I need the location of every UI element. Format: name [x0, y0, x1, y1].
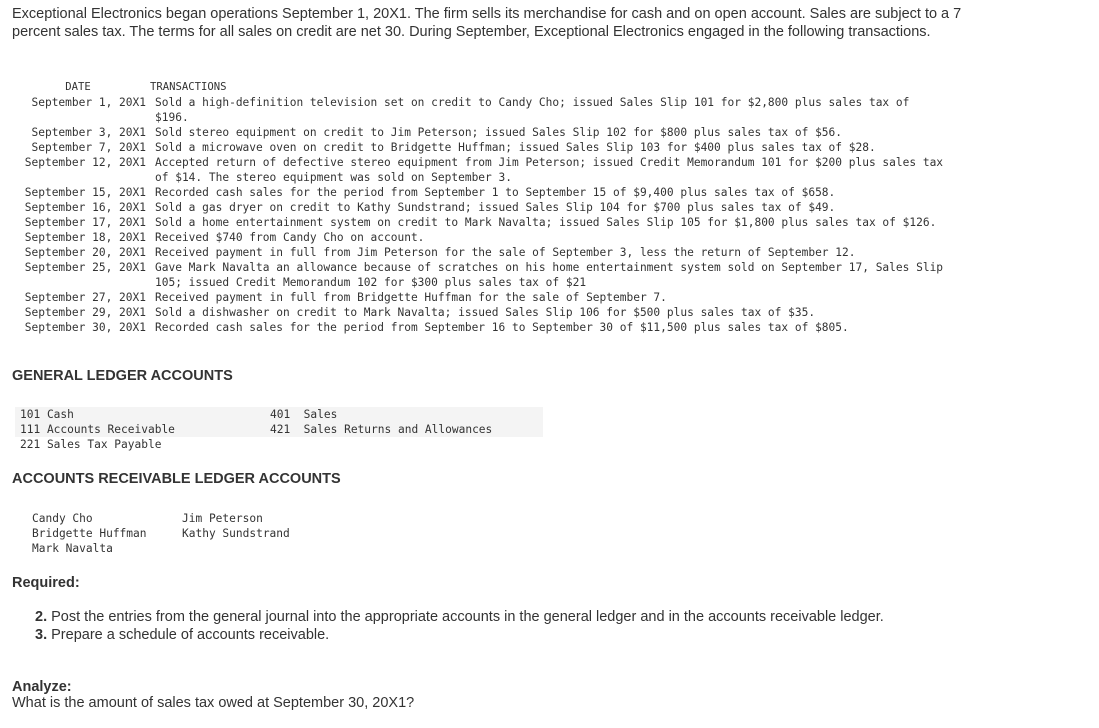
table-row: [10, 125, 945, 140]
table-row: [10, 245, 945, 260]
table-row: [10, 215, 945, 230]
item-text: Prepare a schedule of accounts receivable.: [51, 627, 330, 643]
ar-account-kathy-sundstrand: Kathy Sundstrand: [182, 527, 290, 540]
item-number: 3.: [35, 627, 48, 643]
transaction-date: September 1, 20X1: [31, 96, 146, 109]
transaction-description: Recorded cash sales for the period from September 1 to September 15 of $9,400 plus sales tax of $658.: [155, 186, 836, 199]
required-heading: Required:: [12, 575, 80, 591]
general-ledger-heading: GENERAL LEDGER ACCOUNTS: [12, 368, 233, 384]
account-sales: 401 Sales: [270, 408, 338, 421]
account-sales-tax-payable: 221 Sales Tax Payable: [20, 438, 162, 451]
account-sales-returns: 421 Sales Returns and Allowances: [270, 423, 493, 436]
general-ledger-accounts: [15, 407, 543, 453]
account-cash: 101 Cash: [20, 408, 74, 421]
analyze-question: What is the amount of sales tax owed at September 30, 20X1?: [12, 695, 415, 711]
transaction-date: September 16, 20X1: [24, 201, 146, 214]
transaction-description: Gave Mark Navalta an allowance because of scratches on his home entertainment system sold on September 17, Sales Slip 105; issued Credit Memorandum 102 for $300 plus sales tax of $21: [155, 261, 944, 289]
table-row: [10, 320, 945, 335]
table-row: [10, 200, 945, 215]
transaction-date: September 17, 20X1: [24, 216, 146, 229]
table-row: [10, 140, 945, 155]
transaction-date: September 29, 20X1: [24, 306, 146, 319]
date-column-header: DATE: [65, 81, 91, 93]
transaction-date: September 12, 20X1: [24, 156, 146, 169]
table-row: [10, 155, 945, 185]
transaction-description: Recorded cash sales for the period from September 16 to September 30 of $11,500 plus sales tax of $805.: [155, 321, 849, 334]
transaction-description: Received payment in full from Jim Peterson for the sale of September 3, less the return of September 12.: [155, 246, 856, 259]
ar-ledger-accounts: [32, 511, 332, 557]
transaction-description: Sold a microwave oven on credit to Bridgette Huffman; issued Sales Slip 103 for $400 plus sales tax of $28.: [155, 141, 876, 154]
transaction-description: Sold a gas dryer on credit to Kathy Sundstrand; issued Sales Slip 104 for $700 plus sales tax of $49.: [155, 201, 836, 214]
transaction-date: September 30, 20X1: [24, 321, 146, 334]
ar-account-jim-peterson: Jim Peterson: [182, 512, 263, 525]
transaction-description: Received $740 from Candy Cho on account.: [155, 231, 425, 244]
table-row: [10, 230, 945, 245]
transaction-date: September 18, 20X1: [24, 231, 146, 244]
table-row: [10, 290, 945, 305]
list-item: [35, 608, 915, 626]
table-row: [10, 260, 945, 290]
transaction-date: September 7, 20X1: [31, 141, 146, 154]
transaction-date: September 27, 20X1: [24, 291, 146, 304]
transaction-date: September 3, 20X1: [31, 126, 146, 139]
transaction-description: Received payment in full from Bridgette Huffman for the sale of September 7.: [155, 291, 667, 304]
ar-account-candy-cho: Candy Cho: [32, 512, 93, 525]
transactions-column-header: TRANSACTIONS: [150, 81, 227, 93]
transaction-description: Sold a home entertainment system on credit to Mark Navalta; issued Sales Slip 105 for $1,800 plus sales tax of $126.: [155, 216, 937, 229]
list-item: [35, 626, 915, 644]
transaction-date: September 15, 20X1: [24, 186, 146, 199]
account-accounts-receivable: 111 Accounts Receivable: [20, 423, 175, 436]
transaction-description: Sold stereo equipment on credit to Jim Peterson; issued Sales Slip 102 for $800 plus sales tax of $56.: [155, 126, 843, 139]
item-number: 2.: [35, 609, 48, 625]
analyze-heading: Analyze:: [12, 679, 72, 695]
ar-account-mark-navalta: Mark Navalta: [32, 542, 113, 555]
table-row: [10, 95, 945, 125]
transaction-date: September 25, 20X1: [24, 261, 146, 274]
transactions-table: [10, 80, 945, 335]
transaction-date: September 20, 20X1: [24, 246, 146, 259]
item-text: Post the entries from the general journal into the appropriate accounts in the general ledger and in the accounts receivable ledger.: [51, 609, 884, 625]
table-row: [10, 185, 945, 200]
intro-paragraph: Exceptional Electronics began operations September 1, 20X1. The firm sells its merchandise for cash and on open account. Sales are subject to a 7 percent sales tax. The terms for all sales on credit are net 30. During September, Exceptional Electronics engaged in the following transactions.: [12, 6, 962, 40]
table-row: [10, 305, 945, 320]
transaction-description: Sold a high-definition television set on credit to Candy Cho; issued Sales Slip 101 for $2,800 plus sales tax of $196.: [155, 96, 910, 124]
transaction-description: Sold a dishwasher on credit to Mark Navalta; issued Sales Slip 106 for $500 plus sales tax of $35.: [155, 306, 816, 319]
required-list: [35, 608, 915, 644]
ar-account-bridgette-huffman: Bridgette Huffman: [32, 527, 147, 540]
transaction-description: Accepted return of defective stereo equipment from Jim Peterson; issued Credit Memorandum 101 for $200 plus sales tax of $14. The stereo equipment was sold on September 3.: [155, 156, 944, 184]
ar-ledger-heading: ACCOUNTS RECEIVABLE LEDGER ACCOUNTS: [12, 471, 341, 487]
